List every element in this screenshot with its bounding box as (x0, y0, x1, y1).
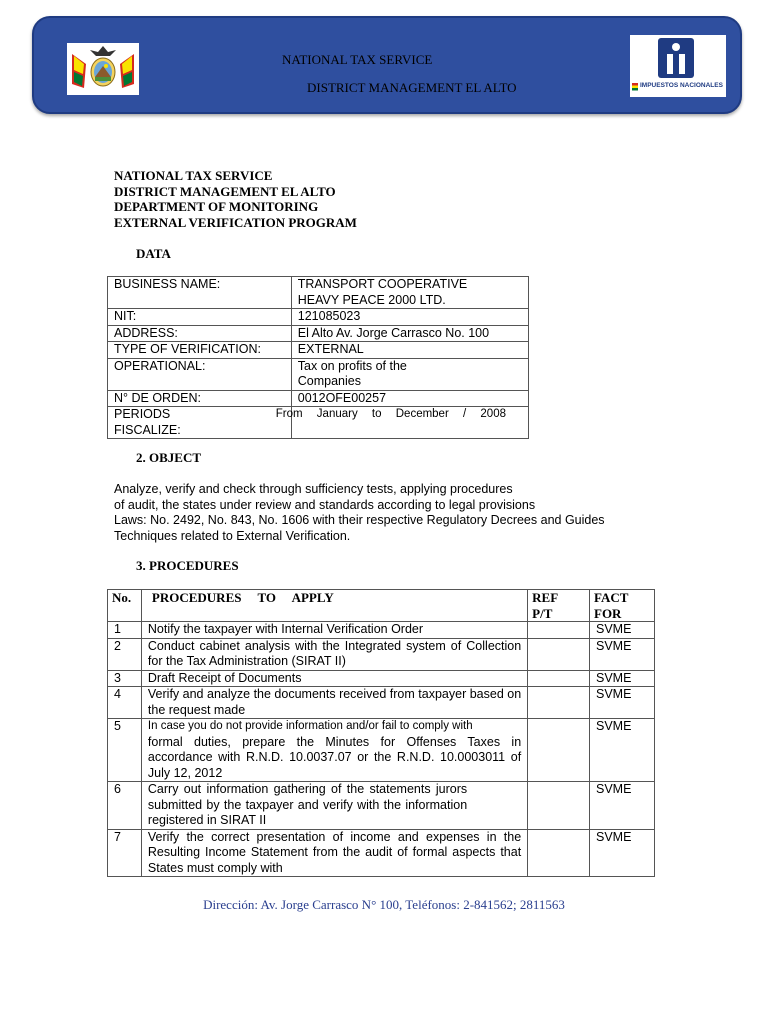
operational-value: Tax on profits of the Companies (291, 358, 528, 390)
data-heading: DATA (136, 246, 171, 261)
footer-address: Dirección: Av. Jorge Carrasco N° 100, Teléfonos: 2-841562; 2811563 (203, 897, 565, 912)
business-name-label: BUSINESS NAME: (108, 277, 292, 309)
row-procedure: Conduct cabinet analysis with the Integrated system of Collection for the Tax Administration (SIRAT II) (141, 638, 527, 670)
object-line-2: of audit, the states under review and standards according to legal provisions (114, 497, 536, 512)
table-row (108, 390, 529, 407)
table-row (108, 782, 655, 830)
nit-label: NIT: (108, 309, 292, 326)
row-no: 4 (108, 687, 142, 719)
table-row (108, 407, 529, 439)
object-line-4: Techniques related to External Verification. (114, 528, 351, 543)
data-table (107, 276, 529, 439)
row-ref (528, 829, 590, 877)
row-fact: SVME (590, 782, 655, 830)
row-procedure: Verify the correct presentation of income and expenses in the Resulting Income Statement from the audit of formal aspects that States must comply with (141, 829, 527, 877)
table-row (108, 638, 655, 670)
nit-value: 121085023 (291, 309, 528, 326)
table-header-row (108, 590, 655, 622)
object-heading: 2. OBJECT (136, 450, 202, 465)
row-ref (528, 782, 590, 830)
row-fact: SVME (590, 687, 655, 719)
periods-label: PERIODS FISCALIZE: (108, 407, 292, 439)
row-fact: SVME (590, 670, 655, 687)
row-procedure: Verify and analyze the documents received from taxpayer based on the request made (141, 687, 527, 719)
col-ref-header: REF P/T (528, 590, 590, 622)
object-paragraph (114, 482, 662, 544)
row-procedure (141, 719, 527, 782)
title-line-4: EXTERNAL VERIFICATION PROGRAM (114, 215, 357, 230)
row-procedure-first-line: In case you do not provide information and/or fail to comply with (147, 720, 473, 732)
table-row (108, 277, 529, 309)
business-name-value: TRANSPORT COOPERATIVE HEAVY PEACE 2000 LTD. (291, 277, 528, 309)
object-line-3: Laws: No. 2492, No. 843, No. 1606 with their respective Regulatory Decrees and Guides (114, 513, 605, 527)
row-procedure: Carry out information gathering of the statements jurors submitted by the taxpayer and verify with the information registered in SIRAT II (141, 782, 527, 830)
header-banner (32, 16, 742, 114)
type-value: EXTERNAL (291, 342, 528, 359)
row-no: 6 (108, 782, 142, 830)
row-ref (528, 687, 590, 719)
row-fact: SVME (590, 638, 655, 670)
table-row (108, 670, 655, 687)
type-label: TYPE OF VERIFICATION: (108, 342, 292, 359)
bolivia-coat-of-arms-icon (67, 43, 139, 95)
row-procedure: Notify the taxpayer with Internal Verification Order (141, 622, 527, 639)
row-no: 5 (108, 719, 142, 782)
header-line-1: NATIONAL TAX SERVICE (282, 52, 433, 67)
col-fact-header: FACT FOR (590, 590, 655, 622)
row-ref (528, 670, 590, 687)
row-fact: SVME (590, 829, 655, 877)
row-procedure-rest: formal duties, prepare the Minutes for Offenses Taxes in accordance with R.N.D. 10.0037.07 or the R.N.D. 10.0003011 of July 12, 2012 (147, 734, 522, 780)
periods-value: From January to December / 2008 (275, 407, 512, 439)
row-ref (528, 638, 590, 670)
col-procedures-header: PROCEDURES TO APPLY (141, 590, 527, 622)
orden-label: N° DE ORDEN: (108, 390, 292, 407)
table-row (108, 325, 529, 342)
row-no: 1 (108, 622, 142, 639)
procedures-heading: 3. PROCEDURES (136, 558, 239, 573)
impuestos-nacionales-text: IMPUESTOS NACIONALES (640, 82, 723, 89)
table-row (108, 687, 655, 719)
col-no-header: No. (108, 590, 142, 622)
orden-value: 0012OFE00257 (291, 390, 528, 407)
row-ref (528, 622, 590, 639)
row-procedure: Draft Receipt of Documents (141, 670, 527, 687)
table-row (108, 719, 655, 782)
address-label: ADDRESS: (108, 325, 292, 342)
table-row (108, 829, 655, 877)
table-row (108, 342, 529, 359)
row-fact: SVME (590, 719, 655, 782)
row-ref (528, 719, 590, 782)
table-row (108, 358, 529, 390)
impuestos-nacionales-logo (630, 35, 726, 97)
header-line-2: DISTRICT MANAGEMENT EL ALTO (307, 80, 517, 95)
row-no: 2 (108, 638, 142, 670)
title-line-2: DISTRICT MANAGEMENT EL ALTO (114, 184, 336, 199)
procedures-table (107, 589, 655, 877)
object-line-1: Analyze, verify and check through sufficiency tests, applying procedures (114, 482, 513, 496)
address-value: El Alto Av. Jorge Carrasco No. 100 (291, 325, 528, 342)
table-row (108, 622, 655, 639)
table-row (108, 309, 529, 326)
operational-label: OPERATIONAL: (108, 358, 292, 390)
row-no: 7 (108, 829, 142, 877)
title-line-1: NATIONAL TAX SERVICE (114, 168, 273, 183)
row-no: 3 (108, 670, 142, 687)
row-fact: SVME (590, 622, 655, 639)
title-line-3: DEPARTMENT OF MONITORING (114, 199, 319, 214)
